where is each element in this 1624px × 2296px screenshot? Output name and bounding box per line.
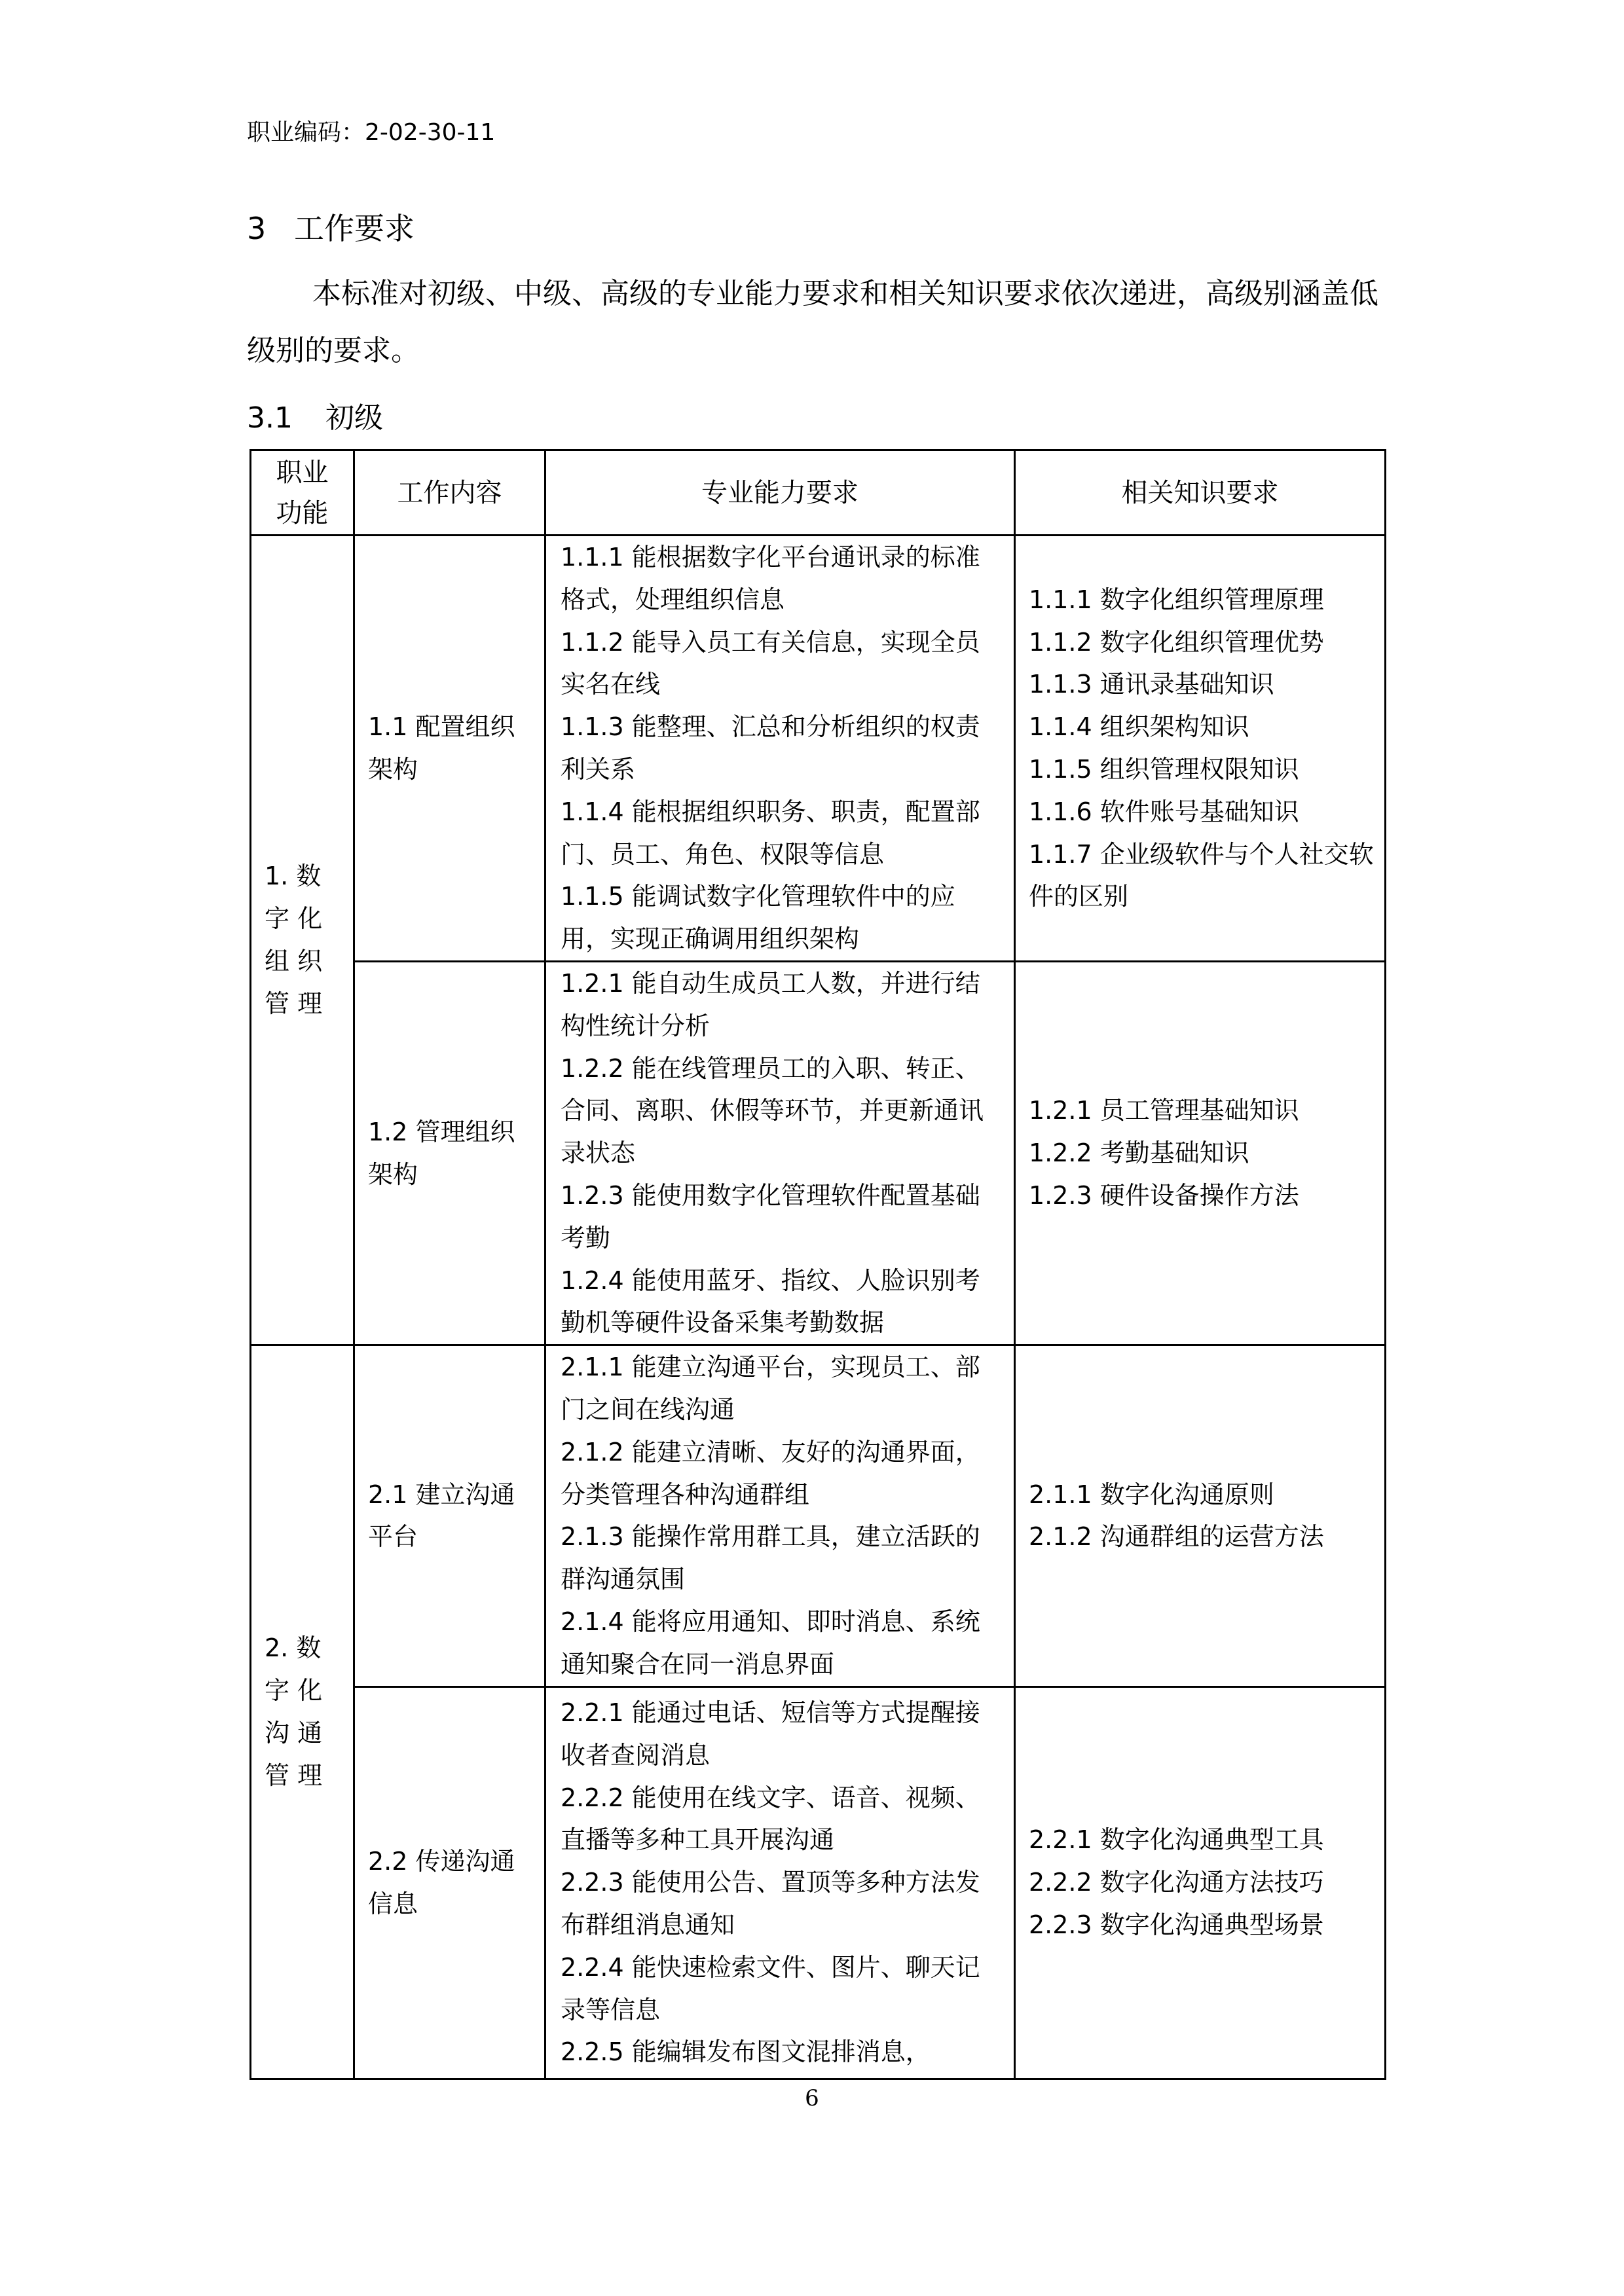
knowledge-item: 1.2.2 考勤基础知识 — [1029, 1139, 1249, 1168]
function-line: 字 化 — [265, 1676, 323, 1705]
knowledge-item: 1.1.5 组织管理权限知识 — [1029, 754, 1299, 784]
knowledge-item: 1.1.6 软件账号基础知识 — [1029, 797, 1299, 826]
ability-item: 1.1.1 能根据数字化平台通讯录的标准格式，处理组织信息 — [561, 543, 980, 614]
function-line: 字 化 — [265, 904, 323, 934]
header-function — [251, 450, 354, 536]
table-row — [251, 1686, 1386, 2079]
ability-item: 1.1.2 能导入员工有关信息，实现全员实名在线 — [561, 627, 980, 699]
header-function-line1: 职业 — [276, 457, 329, 488]
knowledge-item: 2.2.1 数字化沟通典型工具 — [1029, 1825, 1324, 1855]
ability-item: 2.2.1 能通过电话、短信等方式提醒接收者查阅消息 — [561, 1698, 980, 1770]
intro-paragraph — [247, 265, 1390, 379]
function-line: 2. 数 — [265, 1633, 322, 1663]
function-line: 1. 数 — [265, 862, 322, 891]
knowledge-item: 2.1.1 数字化沟通原则 — [1029, 1480, 1274, 1509]
ability-item: 1.1.4 能根据组织职务、职责，配置部门、员工、角色、权限等信息 — [561, 797, 980, 869]
function-line: 组 织 — [265, 947, 323, 976]
table-row — [251, 536, 1386, 962]
requirements-table — [249, 449, 1386, 2080]
subsection-title-text: 初级 — [325, 401, 383, 435]
ability-cell — [545, 961, 1015, 1345]
function-line: 管 理 — [265, 989, 323, 1018]
ability-item: 1.1.3 能整理、汇总和分析组织的权责利关系 — [561, 712, 980, 784]
table-row — [251, 961, 1386, 1345]
function-line: 管 理 — [265, 1760, 323, 1790]
section-title — [247, 208, 415, 249]
header-function-line2: 功能 — [276, 498, 329, 528]
knowledge-item: 2.2.3 数字化沟通典型场景 — [1029, 1910, 1324, 1939]
knowledge-cell — [1015, 1345, 1386, 1686]
knowledge-cell — [1015, 536, 1386, 962]
ability-item: 2.2.4 能快速检索文件、图片、聊天记录等信息 — [561, 1952, 980, 2024]
ability-item: 2.2.3 能使用公告、置顶等多种方法发布群组消息通知 — [561, 1868, 980, 1939]
ability-item: 2.1.2 能建立清晰、友好的沟通界面，分类管理各种沟通群组 — [561, 1437, 980, 1509]
ability-item: 1.2.4 能使用蓝牙、指纹、人脸识别考勤机等硬件设备采集考勤数据 — [561, 1266, 980, 1338]
ability-item: 2.1.3 能操作常用群工具，建立活跃的群沟通氛围 — [561, 1522, 980, 1594]
occupation-code: 职业编码：2-02-30-11 — [247, 119, 496, 146]
knowledge-item: 1.1.1 数字化组织管理原理 — [1029, 585, 1324, 614]
knowledge-cell — [1015, 961, 1386, 1345]
function-cell — [251, 536, 354, 1345]
ability-cell — [545, 536, 1015, 962]
knowledge-item: 1.1.4 组织架构知识 — [1029, 712, 1249, 742]
intro-text: 本标准对初级、中级、高级的专业能力要求和相关知识要求依次递进，高级别涵盖低级别的要求。 — [247, 277, 1378, 367]
table-body — [251, 536, 1386, 2079]
work-content-cell: 2.2 传递沟通信息 — [354, 1686, 545, 2079]
header-ability: 专业能力要求 — [545, 450, 1015, 536]
ability-item: 1.2.2 能在线管理员工的入职、转正、合同、离职、休假等环节，并更新通讯录状态 — [561, 1053, 984, 1168]
ability-item: 2.2.2 能使用在线文字、语音、视频、直播等多种工具开展沟通 — [561, 1783, 980, 1855]
function-line: 沟 通 — [265, 1718, 323, 1747]
knowledge-item: 1.1.2 数字化组织管理优势 — [1029, 627, 1324, 657]
ability-item: 1.2.1 能自动生成员工人数，并进行结构性统计分析 — [561, 968, 980, 1040]
subsection-title — [247, 398, 383, 439]
knowledge-item: 2.2.2 数字化沟通方法技巧 — [1029, 1868, 1324, 1897]
subsection-number: 3.1 — [247, 401, 293, 435]
header-work: 工作内容 — [354, 450, 545, 536]
table-header-row — [251, 450, 1386, 536]
work-content-cell: 1.1 配置组织架构 — [354, 536, 545, 962]
function-cell — [251, 1345, 354, 2079]
section-number: 3 — [247, 211, 267, 246]
ability-item: 2.1.1 能建立沟通平台，实现员工、部门之间在线沟通 — [561, 1353, 980, 1424]
knowledge-item: 1.2.3 硬件设备操作方法 — [1029, 1180, 1299, 1210]
ability-item: 1.1.5 能调试数字化管理软件中的应用，实现正确调用组织架构 — [561, 882, 955, 954]
page-number: 6 — [805, 2085, 819, 2111]
ability-cell — [545, 1345, 1015, 1686]
ability-item: 2.2.5 能编辑发布图文混排消息， — [561, 2037, 931, 2067]
ability-item: 2.1.4 能将应用通知、即时消息、系统通知聚合在同一消息界面 — [561, 1607, 980, 1679]
knowledge-item: 2.1.2 沟通群组的运营方法 — [1029, 1522, 1324, 1552]
knowledge-cell — [1015, 1686, 1386, 2079]
knowledge-item: 1.1.3 通讯录基础知识 — [1029, 670, 1274, 699]
knowledge-item: 1.1.7 企业级软件与个人社交软件的区别 — [1029, 839, 1374, 911]
table-row — [251, 1345, 1386, 1686]
ability-item: 1.2.3 能使用数字化管理软件配置基础考勤 — [561, 1180, 980, 1252]
header-knowledge: 相关知识要求 — [1015, 450, 1386, 536]
ability-cell — [545, 1686, 1015, 2079]
section-title-text: 工作要求 — [294, 211, 415, 246]
knowledge-item: 1.2.1 员工管理基础知识 — [1029, 1096, 1299, 1125]
work-content-cell: 2.1 建立沟通平台 — [354, 1345, 545, 1686]
work-content-cell: 1.2 管理组织架构 — [354, 961, 545, 1345]
